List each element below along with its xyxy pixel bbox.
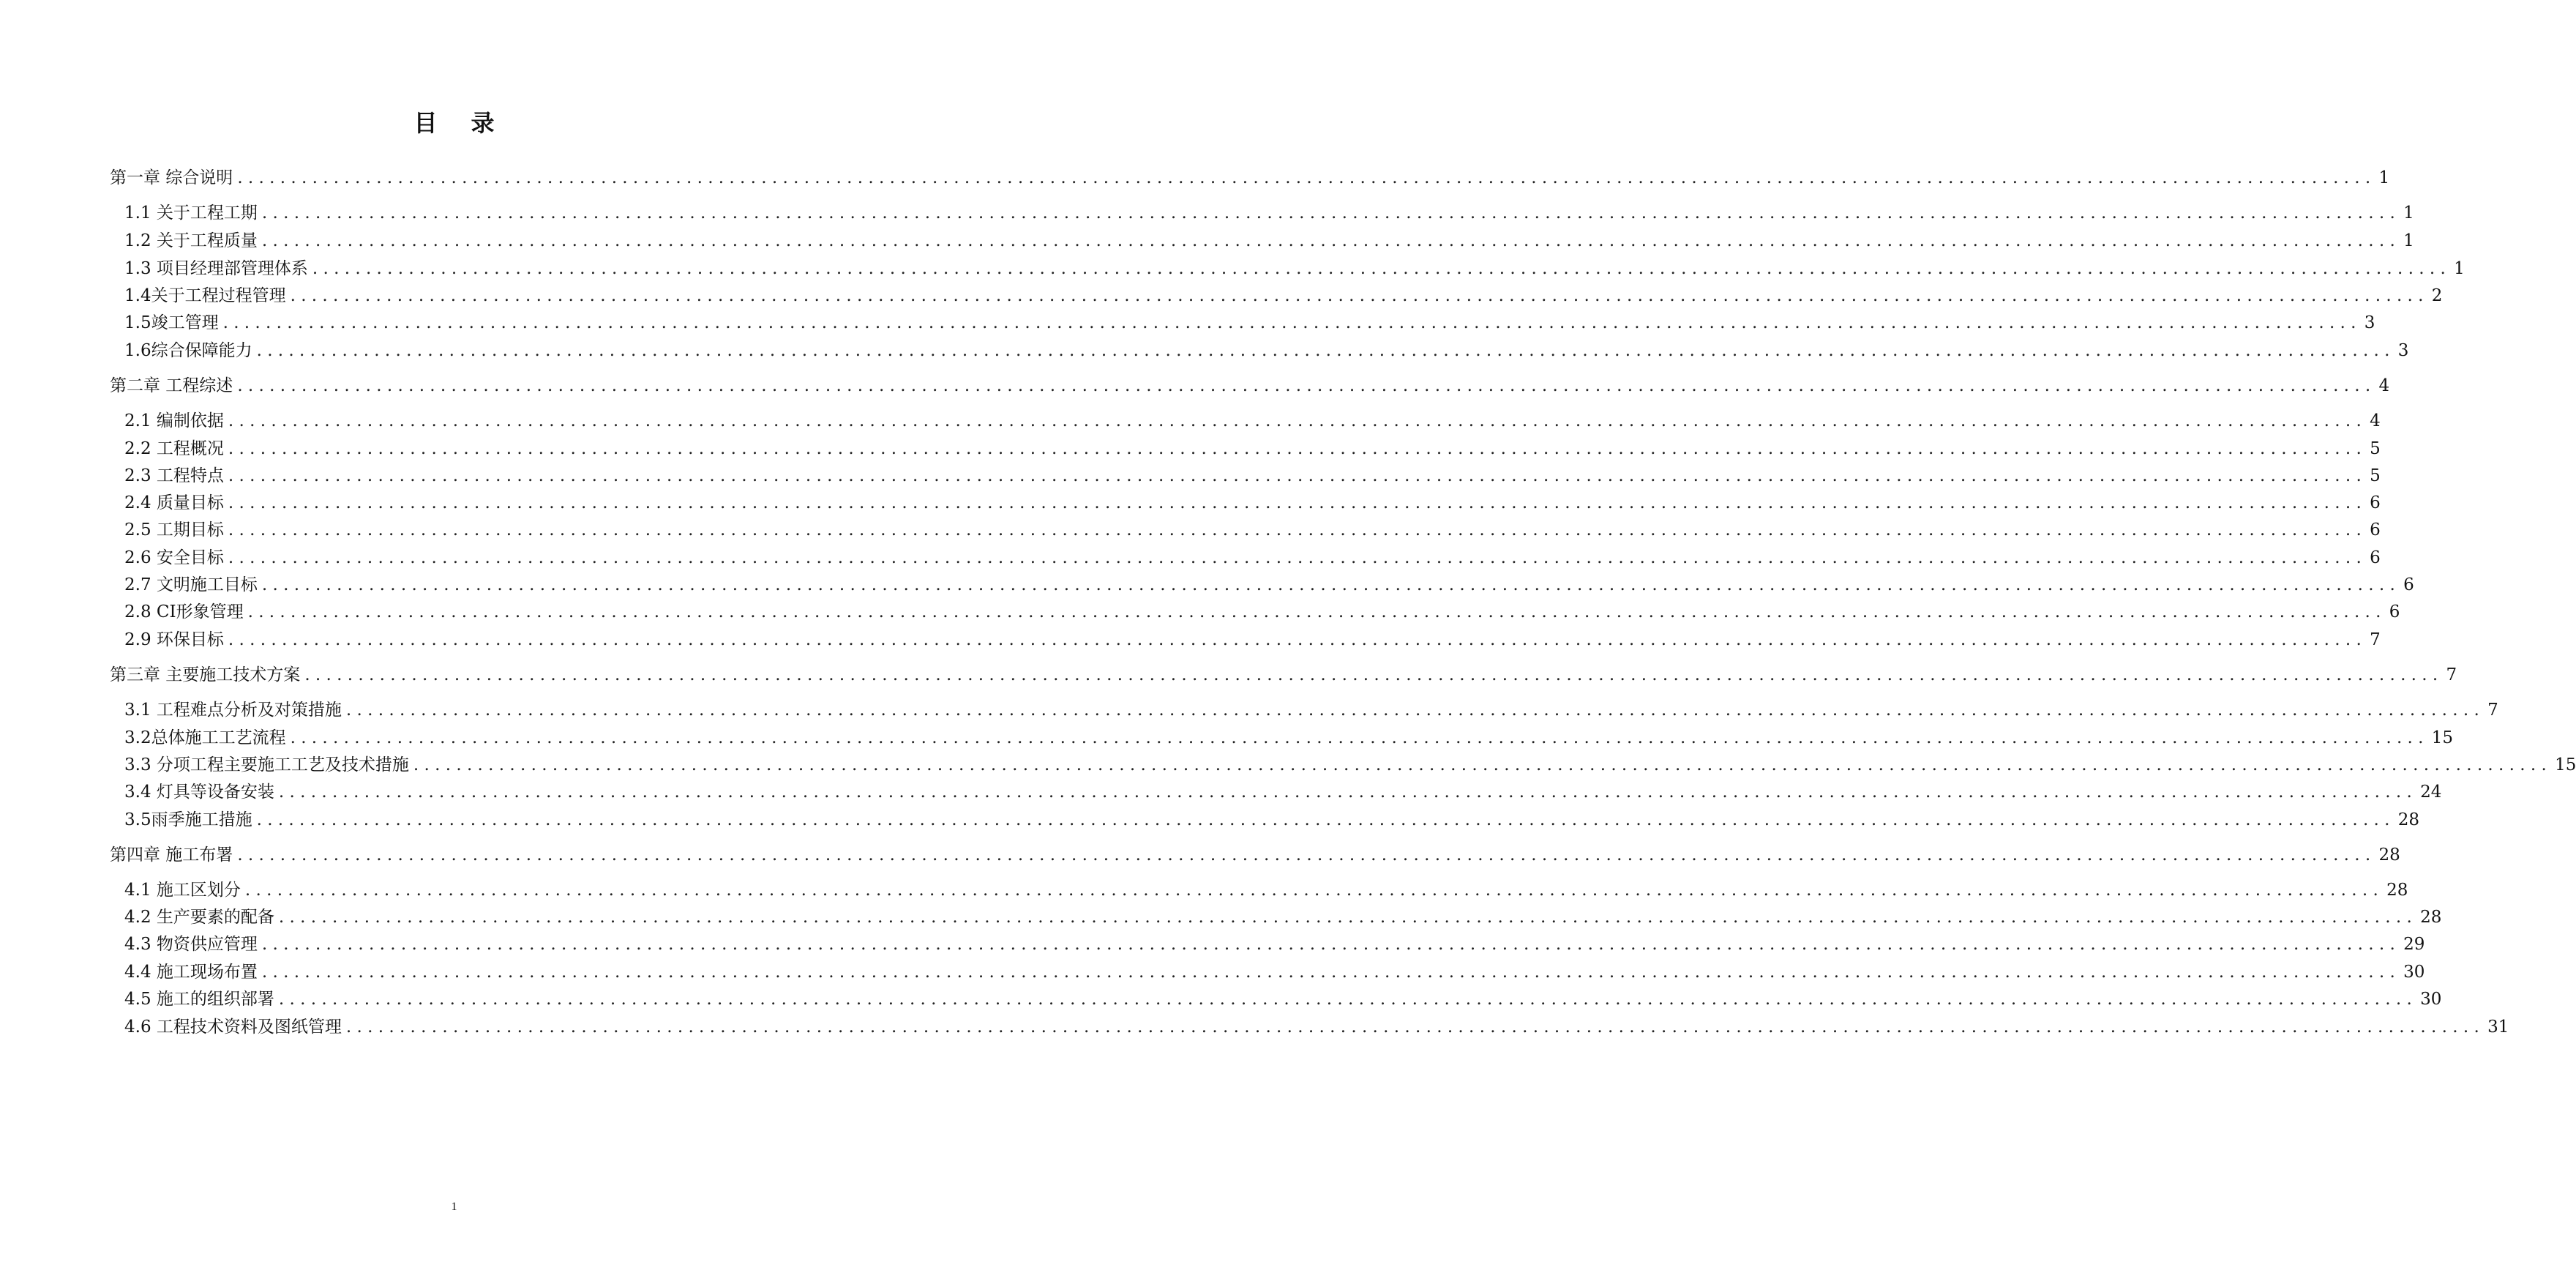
toc-entry-page: 15 [2555,755,2576,774]
toc-entry-label: 2.7 文明施工目标 [124,575,258,594]
toc-entry-label: 1.2 关于工程质量 [124,231,258,250]
toc-section-entry[interactable] [124,879,2408,901]
toc-section-entry[interactable] [124,340,2409,362]
toc-section-entry[interactable] [124,933,2425,955]
toc-entry-page: 1 [2403,231,2414,250]
toc-section-entry[interactable] [124,754,2576,776]
toc-entry-page: 29 [2403,935,2425,954]
toc-dot-leader: ........................................................................................................................................................................................................ [345,701,2485,720]
toc-dot-leader: ........................................................................................................................................................................................................ [244,881,2384,900]
toc-dot-leader: ........................................................................................................................................................................................................ [261,935,2401,954]
toc-section-entry[interactable] [124,601,2400,623]
toc-section-entry[interactable] [124,906,2442,928]
toc-chapter-entry[interactable] [110,167,2390,189]
toc-entry-page: 30 [2403,963,2425,982]
toc-entry-page: 6 [2370,548,2381,567]
toc-entry-label: 1.6综合保障能力 [124,341,252,360]
toc-dot-leader: ........................................................................................................................................................................................................ [278,908,2418,927]
toc-dot-leader: ........................................................................................................................................................................................................ [228,630,2367,649]
toc-dot-leader: ........................................................................................................................................................................................................ [304,665,2444,684]
toc-entry-page: 2 [2431,286,2443,305]
toc-dot-leader: ........................................................................................................................................................................................................ [237,846,2376,865]
toc-entry-label: 1.5竣工管理 [124,313,219,332]
toc-entry-label: 1.3 项目经理部管理体系 [124,259,308,278]
toc-dot-leader: ........................................................................................................................................................................................................ [256,810,2395,829]
toc-entry-page: 6 [2389,602,2400,622]
toc-chapter-entry[interactable] [110,844,2400,866]
toc-entry-page: 28 [2386,881,2408,900]
toc-section-entry[interactable] [124,781,2442,803]
toc-entry-page: 6 [2403,575,2414,594]
toc-dot-leader: ........................................................................................................................................................................................................ [228,493,2367,512]
toc-entry-page: 30 [2420,990,2442,1009]
toc-entry-label: 1.1 关于工程工期 [124,204,258,223]
toc-chapter-entry[interactable] [110,375,2390,397]
toc-entry-label: 3.5雨季施工措施 [124,810,252,829]
toc-section-entry[interactable] [124,465,2381,487]
toc-entry-label: 4.1 施工区划分 [124,881,241,900]
toc-dot-leader: ........................................................................................................................................................................................................ [228,439,2367,458]
toc-section-entry[interactable] [124,519,2381,541]
toc-section-entry[interactable] [124,629,2381,651]
toc-dot-leader: ........................................................................................................................................................................................................ [261,575,2401,594]
toc-entry-page: 28 [2397,810,2420,829]
toc-dot-leader: ........................................................................................................................................................................................................ [228,520,2367,540]
toc-dot-leader: ........................................................................................................................................................................................................ [228,411,2367,430]
toc-entry-page: 3 [2364,313,2375,332]
toc-entry-page: 24 [2420,783,2442,802]
toc-entry-page: 3 [2397,341,2409,360]
toc-entry-page: 6 [2370,520,2381,540]
toc-section-entry[interactable] [124,492,2381,514]
toc-section-entry[interactable] [124,230,2414,252]
toc-section-entry[interactable] [124,202,2414,224]
toc-dot-leader: ........................................................................................................................................................................................................ [261,963,2401,982]
toc-entry-page: 1 [2454,259,2465,278]
toc-dot-leader: ........................................................................................................................................................................................................ [290,728,2429,747]
toc-dot-leader: ........................................................................................................................................................................................................ [261,204,2401,223]
toc-entry-label: 3.4 灯具等设备安装 [124,783,274,802]
toc-entry-label: 3.1 工程难点分析及对策措施 [124,701,342,720]
toc-dot-leader: ........................................................................................................................................................................................................ [413,755,2553,774]
toc-entry-page: 1 [2403,204,2414,223]
toc-entry-label: 第四章 施工布署 [110,846,233,865]
toc-entry-page: 7 [2487,701,2498,720]
toc-section-entry[interactable] [124,699,2498,721]
toc-entry-label: 4.4 施工现场布置 [124,963,258,982]
toc-entry-page: 6 [2370,493,2381,512]
toc-dot-leader: ........................................................................................................................................................................................................ [278,990,2418,1009]
toc-section-entry[interactable] [124,809,2420,831]
toc-dot-leader: ........................................................................................................................................................................................................ [261,231,2401,250]
page-number: 1 [451,1201,457,1213]
toc-section-entry[interactable] [124,312,2375,334]
toc-entry-label: 2.1 编制依据 [124,411,224,430]
toc-section-entry[interactable] [124,438,2381,460]
toc-entry-label: 4.2 生产要素的配备 [124,908,274,927]
toc-entry-label: 第一章 综合说明 [110,168,233,187]
toc-entry-label: 1.4关于工程过程管理 [124,286,286,305]
toc-dot-leader: ........................................................................................................................................................................................................ [222,313,2362,332]
toc-entry-label: 4.6 工程技术资料及图纸管理 [124,1018,342,1037]
toc-section-entry[interactable] [124,1016,2509,1038]
toc-title: 目录 [413,109,528,137]
toc-dot-leader: ........................................................................................................................................................................................................ [228,466,2367,485]
toc-dot-leader: ........................................................................................................................................................................................................ [237,376,2376,395]
toc-entry-label: 2.3 工程特点 [124,466,224,485]
toc-dot-leader: ........................................................................................................................................................................................................ [290,286,2429,305]
toc-section-entry[interactable] [124,547,2381,569]
toc-dot-leader: ........................................................................................................................................................................................................ [256,341,2395,360]
toc-entry-page: 31 [2487,1018,2509,1037]
toc-entry-page: 4 [2378,376,2390,395]
toc-dot-leader: ........................................................................................................................................................................................................ [228,548,2367,567]
toc-dot-leader: ........................................................................................................................................................................................................ [237,168,2376,187]
toc-section-entry[interactable] [124,727,2454,749]
toc-entry-page: 4 [2370,411,2381,430]
toc-entry-label: 3.3 分项工程主要施工工艺及技术措施 [124,755,409,774]
toc-entry-label: 2.5 工期目标 [124,520,224,540]
toc-dot-leader: ........................................................................................................................................................................................................ [345,1018,2485,1037]
toc-entry-label: 2.4 质量目标 [124,493,224,512]
toc-entry-label: 第三章 主要施工技术方案 [110,665,301,684]
toc-dot-leader: ........................................................................................................................................................................................................ [312,259,2452,278]
toc-entry-label: 2.8 CI形象管理 [124,602,244,622]
toc-entry-page: 1 [2378,168,2390,187]
toc-section-entry[interactable] [124,258,2465,280]
toc-entry-label: 2.2 工程概况 [124,439,224,458]
toc-entry-label: 2.9 环保目标 [124,630,224,649]
toc-entry-page: 28 [2420,908,2442,927]
toc-section-entry[interactable] [124,410,2381,432]
toc-section-entry[interactable] [124,285,2443,307]
toc-section-entry[interactable] [124,961,2425,983]
toc-entry-label: 第二章 工程综述 [110,376,233,395]
toc-entry-page: 7 [2446,665,2457,684]
toc-entry-page: 15 [2431,728,2454,747]
toc-entry-label: 4.3 物资供应管理 [124,935,258,954]
toc-entry-page: 5 [2370,466,2381,485]
toc-entry-label: 3.2总体施工工艺流程 [124,728,286,747]
toc-dot-leader: ........................................................................................................................................................................................................ [247,602,2386,622]
toc-section-entry[interactable] [124,988,2442,1010]
toc-entry-label: 4.5 施工的组织部署 [124,990,274,1009]
toc-entry-page: 28 [2378,846,2400,865]
toc-chapter-entry[interactable] [110,664,2457,686]
toc-entry-page: 5 [2370,439,2381,458]
toc-section-entry[interactable] [124,574,2414,596]
toc-entry-label: 2.6 安全目标 [124,548,224,567]
toc-entry-page: 7 [2370,630,2381,649]
toc-dot-leader: ........................................................................................................................................................................................................ [278,783,2418,802]
